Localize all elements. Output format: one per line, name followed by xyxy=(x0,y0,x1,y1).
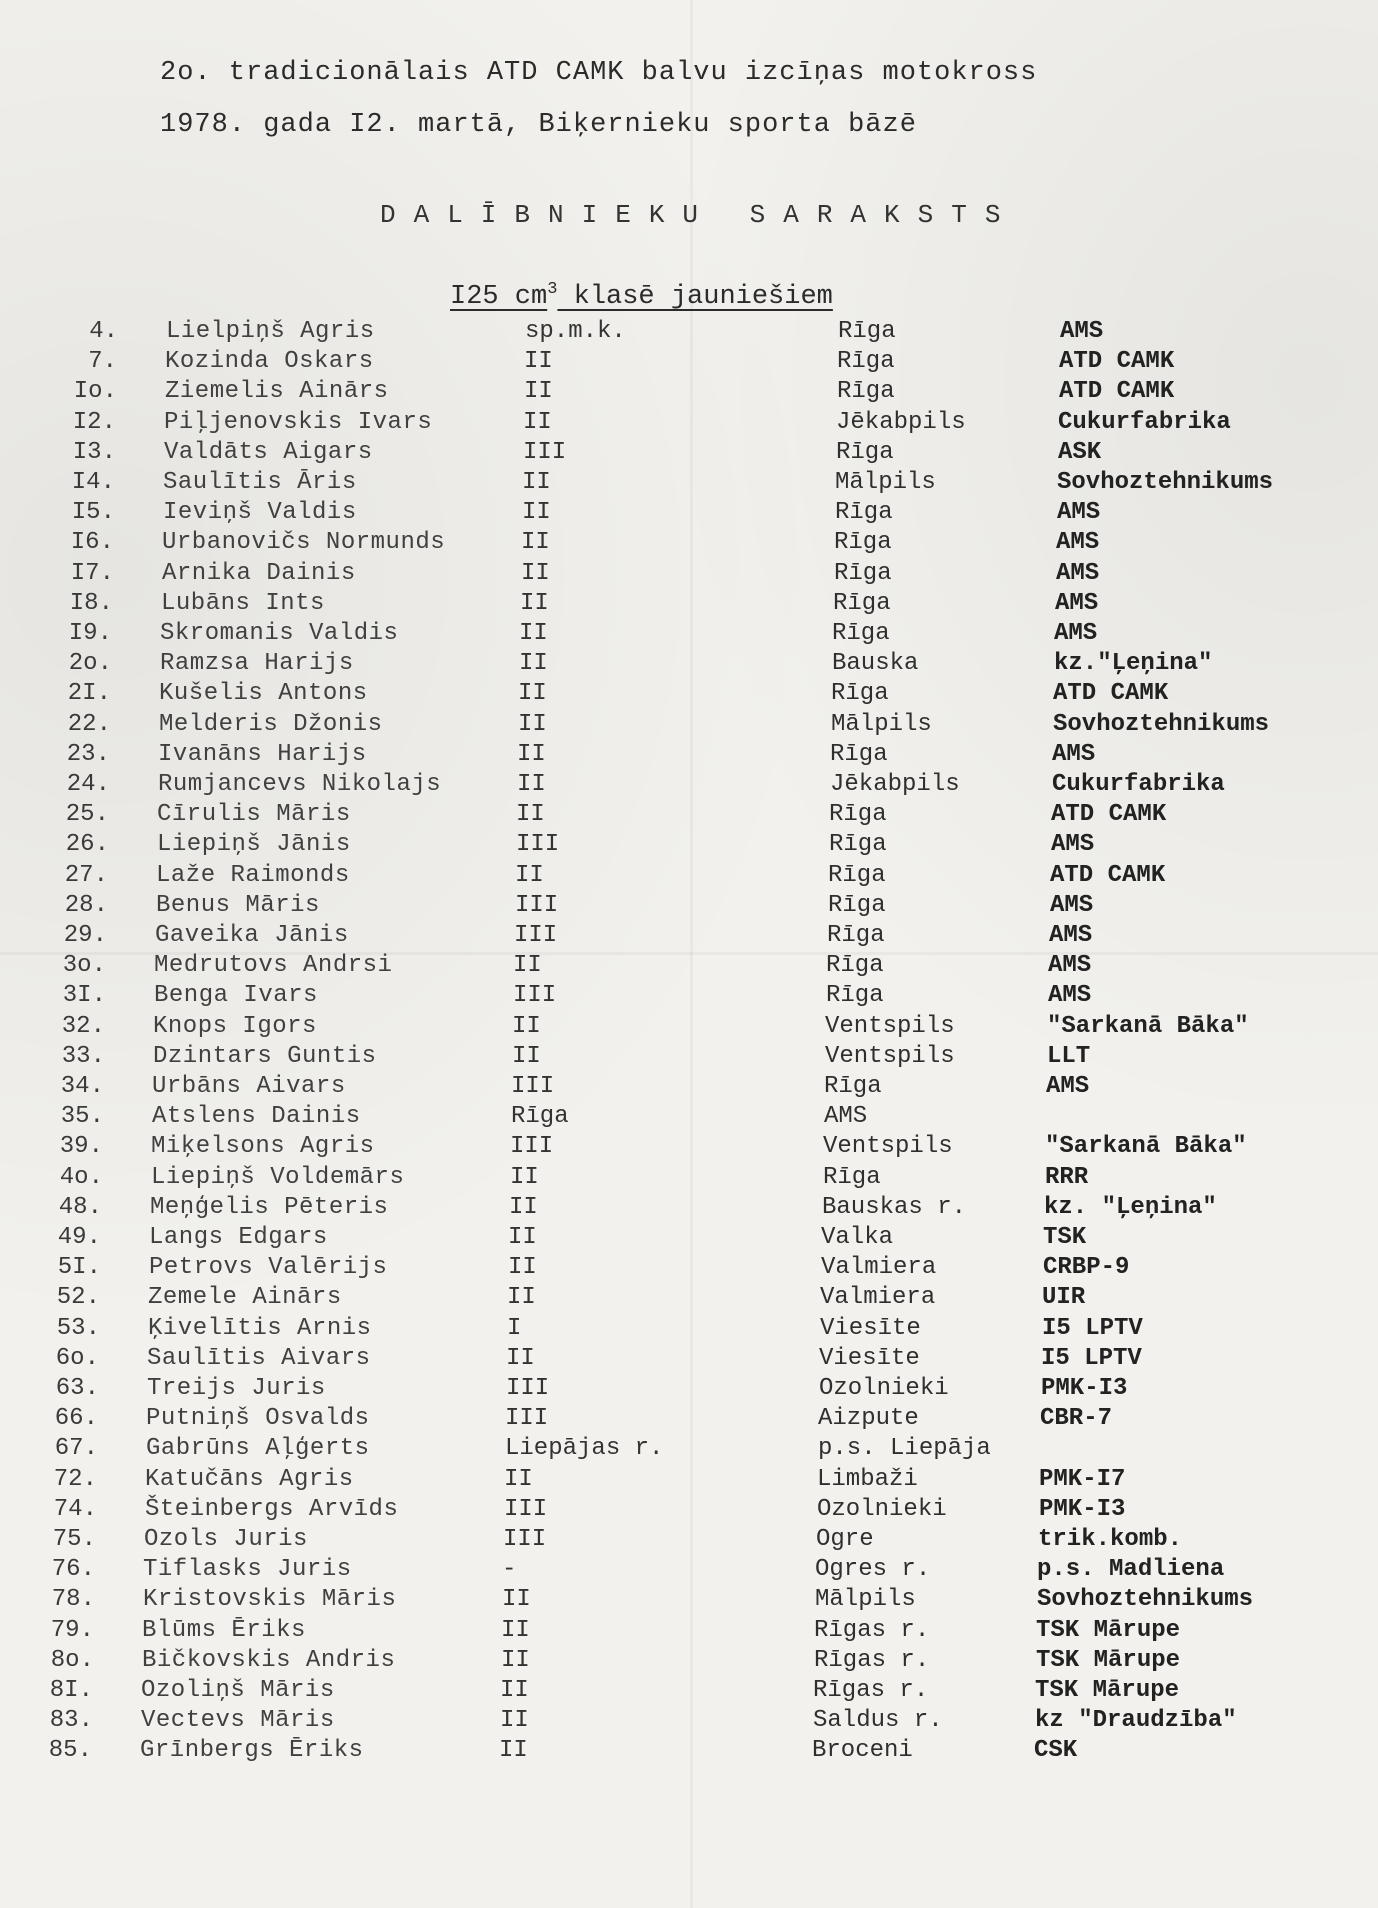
participant-number: 3I. xyxy=(62,982,106,1010)
participant-number: 5I. xyxy=(57,1254,101,1282)
participant-name: Ozols Juris xyxy=(144,1526,308,1553)
participant-rank: II xyxy=(516,801,545,829)
participant-row xyxy=(0,1013,1378,1043)
participant-name: Gabrūns Aļģerts xyxy=(146,1435,370,1463)
participant-city: Viesīte xyxy=(819,1344,920,1372)
participant-number: 33. xyxy=(61,1042,105,1070)
participant-number: 8o. xyxy=(50,1646,94,1674)
participant-city: Rīga xyxy=(837,348,895,376)
participant-name: Urbanovičs Normunds xyxy=(162,529,446,557)
participant-row xyxy=(0,469,1378,499)
participant-number: 74. xyxy=(53,1495,97,1523)
participant-rank: II xyxy=(510,1163,539,1191)
participant-row xyxy=(0,711,1378,741)
participant-number: 72. xyxy=(53,1465,97,1493)
participant-club: AMS xyxy=(1046,1073,1090,1100)
participant-rank: II xyxy=(501,1616,530,1644)
participant-name: Medrutovs Andrsi xyxy=(154,952,393,980)
participant-number: 34. xyxy=(60,1073,104,1100)
participant-city: Rīga xyxy=(834,559,892,587)
participant-name: Kušelis Antons xyxy=(159,680,368,708)
participant-row xyxy=(0,952,1378,982)
participant-club: I5 LPTV xyxy=(1042,1314,1143,1342)
participant-club: UIR xyxy=(1042,1284,1086,1312)
participant-rank: III xyxy=(523,438,567,466)
participant-club: CBR-7 xyxy=(1040,1405,1113,1433)
participant-rank: II xyxy=(521,529,550,557)
participant-name: Šteinbergs Arvīds xyxy=(145,1495,399,1523)
participant-row xyxy=(0,1707,1378,1737)
participant-row xyxy=(0,439,1378,469)
participant-rank: II xyxy=(507,1284,536,1312)
participant-row xyxy=(0,771,1378,801)
participant-row xyxy=(0,741,1378,771)
participant-name: Saulītis Aivars xyxy=(147,1344,371,1372)
participant-club: AMS xyxy=(1057,499,1101,527)
participant-rank: III xyxy=(510,1133,554,1161)
participant-number: 29. xyxy=(63,922,107,949)
participant-name: Benga Ivars xyxy=(154,982,318,1010)
participant-rank: III xyxy=(515,891,559,919)
participant-rank: II xyxy=(523,408,552,436)
participant-row xyxy=(0,1103,1378,1133)
participant-club: AMS xyxy=(1056,559,1100,587)
participant-city: Limbaži xyxy=(817,1465,918,1493)
participant-name: Ramzsa Harijs xyxy=(160,650,354,678)
participant-number: 8I. xyxy=(49,1677,93,1704)
participant-city: Rīga xyxy=(823,1163,881,1191)
participant-city: Rīga xyxy=(831,680,889,708)
participant-club: CSK xyxy=(1034,1737,1078,1765)
participant-club: RRR xyxy=(1045,1163,1089,1191)
participant-rank: II xyxy=(512,1012,541,1040)
participant-row xyxy=(0,831,1378,861)
participant-number: 4o. xyxy=(59,1163,103,1191)
participant-rank: II xyxy=(500,1707,529,1735)
participant-row xyxy=(0,560,1378,590)
participant-city: Saldus r. xyxy=(813,1707,943,1735)
participant-name: Ziemelis Ainārs xyxy=(165,378,389,406)
participant-city: AMS xyxy=(824,1103,868,1131)
participant-name: Gaveika Jānis xyxy=(155,922,349,949)
participant-rank: - xyxy=(502,1556,517,1584)
participant-rank: II xyxy=(524,378,553,406)
participant-number: 52. xyxy=(56,1284,100,1312)
participant-name: Rumjancevs Nikolajs xyxy=(158,771,442,798)
participant-city: Rīga xyxy=(834,529,892,557)
participant-club: AMS xyxy=(1054,620,1098,647)
participant-rank: III xyxy=(503,1526,547,1553)
participant-club: Sovhoztehnikums xyxy=(1057,469,1274,496)
participant-name: Meņģelis Pēteris xyxy=(150,1193,389,1221)
participant-club: TSK xyxy=(1043,1224,1087,1251)
participant-number: 3o. xyxy=(62,952,106,980)
participant-rank: II xyxy=(513,952,542,980)
participant-club: LLT xyxy=(1047,1042,1091,1070)
class-subheading xyxy=(450,280,833,312)
participant-city: Viesīte xyxy=(820,1314,921,1342)
participant-club: ATD CAMK xyxy=(1053,680,1169,708)
participant-row xyxy=(0,862,1378,892)
participant-city: Jēkabpils xyxy=(836,408,966,436)
participant-city: Rīga xyxy=(826,982,884,1010)
participant-rank: II xyxy=(519,650,548,678)
participant-club: PMK-I3 xyxy=(1039,1495,1126,1523)
participant-club: AMS xyxy=(1051,831,1095,859)
participant-club: ATD CAMK xyxy=(1059,378,1175,406)
participant-name: Cīrulis Māris xyxy=(157,801,351,829)
participant-row xyxy=(0,1375,1378,1405)
participant-city: Rīga xyxy=(836,438,894,466)
participant-number: 66. xyxy=(54,1405,98,1433)
participant-row xyxy=(0,1254,1378,1284)
participant-number: I3. xyxy=(72,438,116,466)
participant-city: Rīga xyxy=(824,1073,882,1100)
participant-city: Ventspils xyxy=(825,1042,955,1070)
participant-name: Zemele Ainārs xyxy=(148,1284,342,1312)
participant-rank: Rīga xyxy=(511,1103,569,1131)
participant-rank: II xyxy=(518,680,547,708)
event-title-line-1: 2o. tradicionālais ATD CAMK balvu izcīņas motokross xyxy=(160,58,1038,88)
participant-rank: I xyxy=(507,1314,522,1342)
participant-number: 2I. xyxy=(67,680,111,708)
participant-name: Urbāns Aivars xyxy=(152,1073,346,1100)
participant-rank: Liepājas r. xyxy=(505,1435,664,1463)
participant-row xyxy=(0,1556,1378,1586)
participant-rank: III xyxy=(511,1073,555,1100)
event-title-line-2: 1978. gada I2. martā, Biķernieku sporta bāzē xyxy=(160,110,917,140)
participant-rank: II xyxy=(518,710,547,738)
participant-name: Langs Edgars xyxy=(149,1224,328,1251)
participant-club: AMS xyxy=(1052,740,1096,768)
participant-name: Grīnbergs Ēriks xyxy=(140,1737,364,1765)
participant-name: Ozoliņš Māris xyxy=(141,1677,335,1704)
participant-row xyxy=(0,318,1378,348)
participant-city: Ventspils xyxy=(825,1012,955,1040)
participant-row xyxy=(0,1526,1378,1556)
participant-number: 26. xyxy=(65,831,109,859)
participant-rank: II xyxy=(517,771,546,798)
participant-row xyxy=(0,1647,1378,1677)
participant-city: Mālpils xyxy=(835,469,936,496)
participant-city: Rīgas r. xyxy=(814,1616,930,1644)
participant-number: 79. xyxy=(50,1616,94,1644)
participant-rank: II xyxy=(524,348,553,376)
participant-row xyxy=(0,529,1378,559)
participant-city: Bauskas r. xyxy=(822,1193,967,1221)
participant-number: 24. xyxy=(66,771,110,798)
participant-rank: III xyxy=(506,1375,550,1402)
participant-name: Valdāts Aigars xyxy=(164,438,373,466)
participant-rank: III xyxy=(505,1405,549,1433)
participant-number: 35. xyxy=(60,1103,104,1131)
participant-city: Mālpils xyxy=(831,710,932,738)
participant-city: Ozolnieki xyxy=(819,1375,949,1402)
participant-name: Ķivelītis Arnis xyxy=(148,1314,372,1342)
class-description: klasē jauniešiem xyxy=(557,282,833,312)
participant-row xyxy=(0,801,1378,831)
participant-club: I5 LPTV xyxy=(1041,1344,1142,1372)
participant-city: Mālpils xyxy=(815,1586,916,1614)
participant-name: Treijs Juris xyxy=(147,1375,326,1402)
participant-number: 25. xyxy=(65,801,109,829)
participant-number: 7. xyxy=(88,348,117,376)
participant-row xyxy=(0,1133,1378,1163)
participant-name: Petrovs Valērijs xyxy=(149,1254,388,1282)
participant-club: CRBP-9 xyxy=(1043,1254,1130,1282)
participant-name: Benus Māris xyxy=(156,891,320,919)
participant-row xyxy=(0,680,1378,710)
participant-number: I6. xyxy=(70,529,114,557)
participant-rank: II xyxy=(500,1677,529,1704)
participant-number: 27. xyxy=(64,861,108,889)
participant-name: Saulītis Āris xyxy=(163,469,357,496)
participant-rank: II xyxy=(508,1224,537,1251)
participant-club: trik.komb. xyxy=(1038,1526,1183,1553)
participant-row xyxy=(0,1466,1378,1496)
participant-club: kz."Ļeņina" xyxy=(1054,650,1213,678)
participant-number: I4. xyxy=(71,469,115,496)
participant-row xyxy=(0,1345,1378,1375)
participant-city: Valka xyxy=(821,1224,894,1251)
participant-number: I2. xyxy=(72,408,116,436)
participant-club: AMS xyxy=(1060,318,1104,345)
participant-number: I9. xyxy=(68,620,112,647)
participant-name: Katučāns Agris xyxy=(145,1465,354,1493)
participant-row xyxy=(0,1315,1378,1345)
participant-name: Arnika Dainis xyxy=(162,559,356,587)
class-superscript: 3 xyxy=(547,280,558,299)
participant-row xyxy=(0,1194,1378,1224)
participant-number: 76. xyxy=(51,1556,95,1584)
participant-club: Cukurfabrika xyxy=(1052,771,1225,798)
participant-number: 4. xyxy=(89,318,118,345)
participant-name: Tiflasks Juris xyxy=(143,1556,352,1584)
participant-club: ATD CAMK xyxy=(1050,861,1166,889)
participant-city: Rīga xyxy=(837,378,895,406)
participant-rank: II xyxy=(517,740,546,768)
participant-club: AMS xyxy=(1055,589,1099,617)
participant-city: Rīga xyxy=(829,801,887,829)
participant-city: Ventspils xyxy=(823,1133,953,1161)
participant-city: Rīgas r. xyxy=(813,1677,929,1704)
participant-name: Lubāns Ints xyxy=(161,589,325,617)
participant-city: Valmiera xyxy=(820,1284,936,1312)
participant-number: 63. xyxy=(55,1375,99,1402)
participant-row xyxy=(0,982,1378,1012)
participant-name: Dzintars Guntis xyxy=(153,1042,377,1070)
participant-club: AMS xyxy=(1050,891,1094,919)
participant-rank: II xyxy=(508,1254,537,1282)
participant-rank: sp.m.k. xyxy=(525,318,626,345)
participant-club: "Sarkanā Bāka" xyxy=(1047,1012,1249,1040)
participant-city: Ogres r. xyxy=(815,1556,931,1584)
participant-city: Rīga xyxy=(835,499,893,527)
participant-row xyxy=(0,892,1378,922)
participant-rank: II xyxy=(501,1646,530,1674)
participant-club: PMK-I3 xyxy=(1041,1375,1128,1402)
participant-number: 2o. xyxy=(68,650,112,678)
participant-club: ASK xyxy=(1058,438,1102,466)
participant-number: 67. xyxy=(54,1435,98,1463)
participant-club: "Sarkanā Bāka" xyxy=(1045,1133,1247,1161)
participant-club: Sovhoztehnikums xyxy=(1053,710,1270,738)
participant-row xyxy=(0,348,1378,378)
participant-name: Ivanāns Harijs xyxy=(158,740,367,768)
participant-number: 75. xyxy=(52,1526,96,1553)
participant-rank: II xyxy=(522,469,551,496)
participant-club: PMK-I7 xyxy=(1039,1465,1126,1493)
participant-rank: II xyxy=(502,1586,531,1614)
participant-city: Ogre xyxy=(816,1526,874,1553)
participant-name: Vectevs Māris xyxy=(141,1707,335,1735)
participant-club: ATD CAMK xyxy=(1051,801,1167,829)
participant-row xyxy=(0,650,1378,680)
participant-rank: II xyxy=(522,499,551,527)
participant-number: 6o. xyxy=(55,1344,99,1372)
participant-club: Cukurfabrika xyxy=(1058,408,1231,436)
participant-name: Piļjenovskis Ivars xyxy=(164,408,433,436)
participant-club: TSK Mārupe xyxy=(1035,1677,1180,1704)
participant-rank: II xyxy=(520,589,549,617)
participant-number: 85. xyxy=(48,1737,92,1765)
participant-club: TSK Mārupe xyxy=(1036,1616,1181,1644)
participant-row xyxy=(0,1617,1378,1647)
participant-city: Aizpute xyxy=(818,1405,919,1433)
participant-number: 83. xyxy=(49,1707,93,1735)
participant-rank: II xyxy=(519,620,548,647)
participant-number: 23. xyxy=(66,740,110,768)
participant-city: Rīgas r. xyxy=(814,1646,930,1674)
participant-city: Rīga xyxy=(833,589,891,617)
participant-rank: II xyxy=(499,1737,528,1765)
participant-city: Rīga xyxy=(826,952,884,980)
participant-club: AMS xyxy=(1048,952,1092,980)
participant-rank: II xyxy=(515,861,544,889)
participant-rank: III xyxy=(513,982,557,1010)
participant-row xyxy=(0,1164,1378,1194)
participant-rank: II xyxy=(509,1193,538,1221)
participant-club: kz "Draudzība" xyxy=(1035,1707,1237,1735)
participant-row xyxy=(0,1073,1378,1103)
participant-number: I7. xyxy=(70,559,114,587)
participant-rank: II xyxy=(521,559,550,587)
participant-city: Valmiera xyxy=(821,1254,937,1282)
participant-rank: II xyxy=(512,1042,541,1070)
participant-name: Kristovskis Māris xyxy=(143,1586,397,1614)
participant-city: Rīga xyxy=(830,740,888,768)
participant-name: Ieviņš Valdis xyxy=(163,499,357,527)
participant-city: Rīga xyxy=(827,922,885,949)
participant-name: Skromanis Valdis xyxy=(160,620,399,647)
participant-rank: III xyxy=(516,831,560,859)
participant-row xyxy=(0,1496,1378,1526)
participant-club: ATD CAMK xyxy=(1059,348,1175,376)
participant-city: Rīga xyxy=(829,831,887,859)
participant-number: 28. xyxy=(64,891,108,919)
participant-row xyxy=(0,409,1378,439)
participant-name: Lielpiņš Agris xyxy=(166,318,375,345)
participant-city: Rīga xyxy=(828,891,886,919)
participant-number: 32. xyxy=(61,1012,105,1040)
participant-row xyxy=(0,1677,1378,1707)
participant-rank: II xyxy=(504,1465,533,1493)
participant-city: Ozolnieki xyxy=(817,1495,947,1523)
participant-number: Io. xyxy=(73,378,117,406)
participant-name: Liepiņš Jānis xyxy=(157,831,351,859)
document-heading: DALĪBNIEKU SARAKSTS xyxy=(380,200,1019,230)
participant-row xyxy=(0,499,1378,529)
participant-name: Laže Raimonds xyxy=(156,861,350,889)
participant-number: 48. xyxy=(58,1193,102,1221)
participant-number: 53. xyxy=(56,1314,100,1342)
participant-name: Putniņš Osvalds xyxy=(146,1405,370,1433)
participant-number: I5. xyxy=(71,499,115,527)
participant-rank: II xyxy=(506,1344,535,1372)
participant-row xyxy=(0,1586,1378,1616)
participant-row xyxy=(0,590,1378,620)
participant-row xyxy=(0,1284,1378,1314)
class-name: I25 cm xyxy=(450,282,548,312)
participant-number: 39. xyxy=(59,1133,103,1161)
participant-city: Rīga xyxy=(832,620,890,647)
participant-club: AMS xyxy=(1056,529,1100,557)
participant-number: I8. xyxy=(69,589,113,617)
participant-name: Blūms Ēriks xyxy=(142,1616,306,1644)
participant-city: p.s. Liepāja xyxy=(818,1435,991,1463)
participant-name: Miķelsons Agris xyxy=(151,1133,375,1161)
participant-rank: III xyxy=(514,922,558,949)
participant-row xyxy=(0,1405,1378,1435)
participant-city: Rīga xyxy=(828,861,886,889)
participant-club: Sovhoztehnikums xyxy=(1037,1586,1254,1614)
participant-name: Liepiņš Voldemārs xyxy=(151,1163,405,1191)
participant-rank: III xyxy=(504,1495,548,1523)
participant-row xyxy=(0,1737,1378,1767)
participant-row xyxy=(0,620,1378,650)
participant-name: Atslens Dainis xyxy=(152,1103,361,1131)
participant-club: AMS xyxy=(1049,922,1093,949)
participant-club: p.s. Madliena xyxy=(1037,1556,1225,1584)
participant-name: Knops Igors xyxy=(153,1012,317,1040)
participant-row xyxy=(0,1043,1378,1073)
participant-number: 49. xyxy=(57,1224,101,1251)
participant-club: kz. "Ļeņina" xyxy=(1044,1193,1217,1221)
participant-row xyxy=(0,1435,1378,1465)
participant-row xyxy=(0,378,1378,408)
participant-row xyxy=(0,1224,1378,1254)
participant-city: Rīga xyxy=(838,318,896,345)
participant-number: 78. xyxy=(51,1586,95,1614)
participant-name: Kozinda Oskars xyxy=(165,348,374,376)
participant-club: TSK Mārupe xyxy=(1036,1646,1181,1674)
participant-club: AMS xyxy=(1048,982,1092,1010)
participant-name: Melderis Džonis xyxy=(159,710,383,738)
participant-row xyxy=(0,922,1378,952)
participant-name: Bičkovskis Andris xyxy=(142,1646,396,1674)
participant-city: Jēkabpils xyxy=(830,771,960,798)
participant-city: Bauska xyxy=(832,650,919,678)
participant-city: Broceni xyxy=(812,1737,913,1765)
participant-number: 22. xyxy=(67,710,111,738)
